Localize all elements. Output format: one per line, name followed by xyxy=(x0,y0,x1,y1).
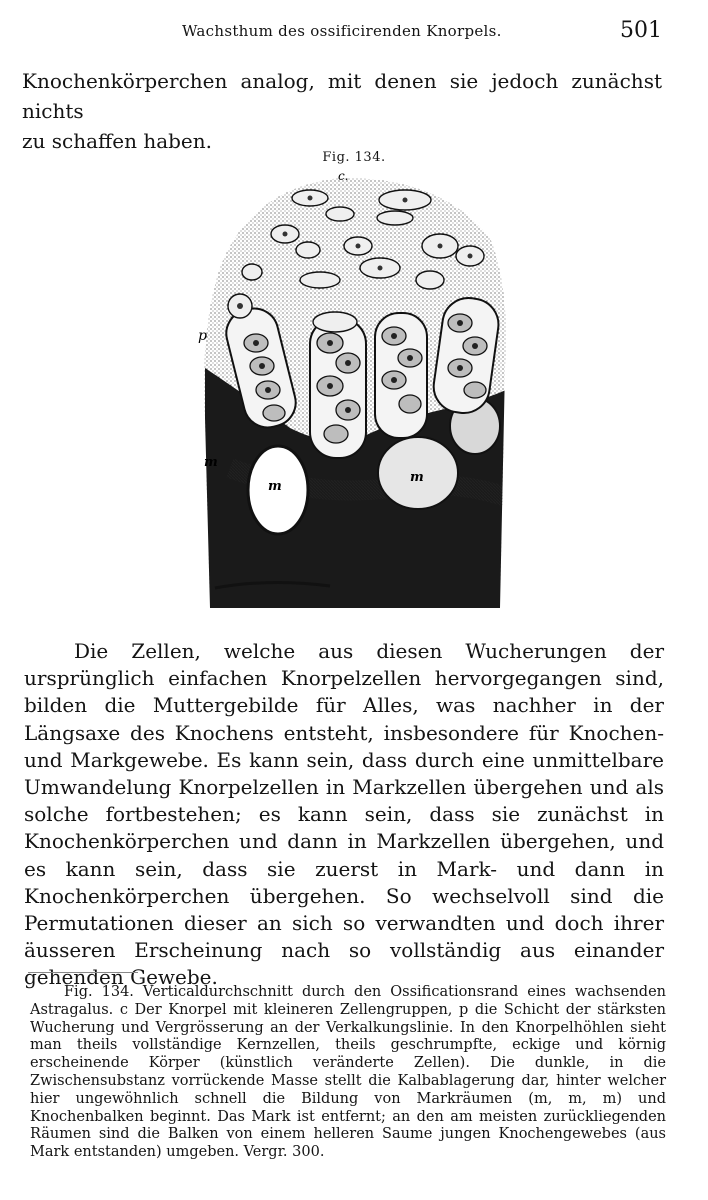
figure-legend-text: Fig. 134. Verticaldurchschnitt durch den Ossificationsrand eines wachsenden Astragalus. c Der Knorpel mit kleineren Zellengruppen, p die Schicht der stärksten Wucherung und Vergrösserung an der Verkalkungslinie. In den Knorpelhöhlen sieht man theils vollständige Kernzellen, theils geschrumpfte, eckige und körnig erscheinende Körper (künstlich veränderte Zellen). Die dunkle, in die Zwischensubstanz vorrückende Masse stellt die Kalbablagerung dar, hinter welcher hier ungewöhnlich schnell die Bildung von Markräumen (m, m, m) und Knochenbalken beginnt. Das Mark ist entfernt; an den am meisten zurückliegenden Räumen sind die Balken von einem helleren Saume jungen Knochengewebes (aus Mark entstanden) umgeben. Vergr. 300. xyxy=(30,984,666,1161)
page-header xyxy=(22,18,662,52)
running-head: Wachsthum des ossificirenden Knorpels. xyxy=(182,22,502,40)
main-paragraph: Die Zellen, welche aus diesen Wucherungen der ursprünglich einfachen Knorpelzellen hervorgegangen sind, bilden die Muttergebilde für Alles, was nachher in der Längsaxe des Knochens entsteht, insbesondere für Knochen- und Markgewebe. Es kann sein, dass durch eine unmittelbare Umwandelung Knorpelzellen in Markzellen übergehen und als solche fortbestehen; es kann sein, dass sie zunächst in Knochenkörperchen und dann in Markzellen übergehen, und es kann sein, dass sie zuerst in Mark- und dann in Knochenkörperchen übergehen. So wechselvoll sind die Permutationen dieser an sich so verwandten und doch ihrer äusseren Erscheinung nach so vollständig aus einander gehenden Gewebe. xyxy=(24,639,664,990)
figure-caption: Fig. 134. xyxy=(322,150,386,165)
label-c: c. xyxy=(338,169,349,183)
figure-134 xyxy=(190,168,510,608)
intro-line-2: zu schaffen haben. xyxy=(22,129,213,153)
histology-illustration xyxy=(190,168,510,608)
label-m-center: m xyxy=(268,479,282,494)
main-paragraph-block xyxy=(24,638,664,992)
label-m-right: m xyxy=(410,470,424,485)
figure-legend xyxy=(30,984,666,1162)
label-m-left: m xyxy=(204,455,218,470)
label-p: p xyxy=(198,328,207,344)
footnote-rule xyxy=(28,972,138,973)
intro-text xyxy=(22,66,662,156)
intro-line-1: Knochenkörperchen analog, mit denen sie jedoch zunächst nichts xyxy=(22,69,662,123)
page-number: 501 xyxy=(620,18,662,43)
